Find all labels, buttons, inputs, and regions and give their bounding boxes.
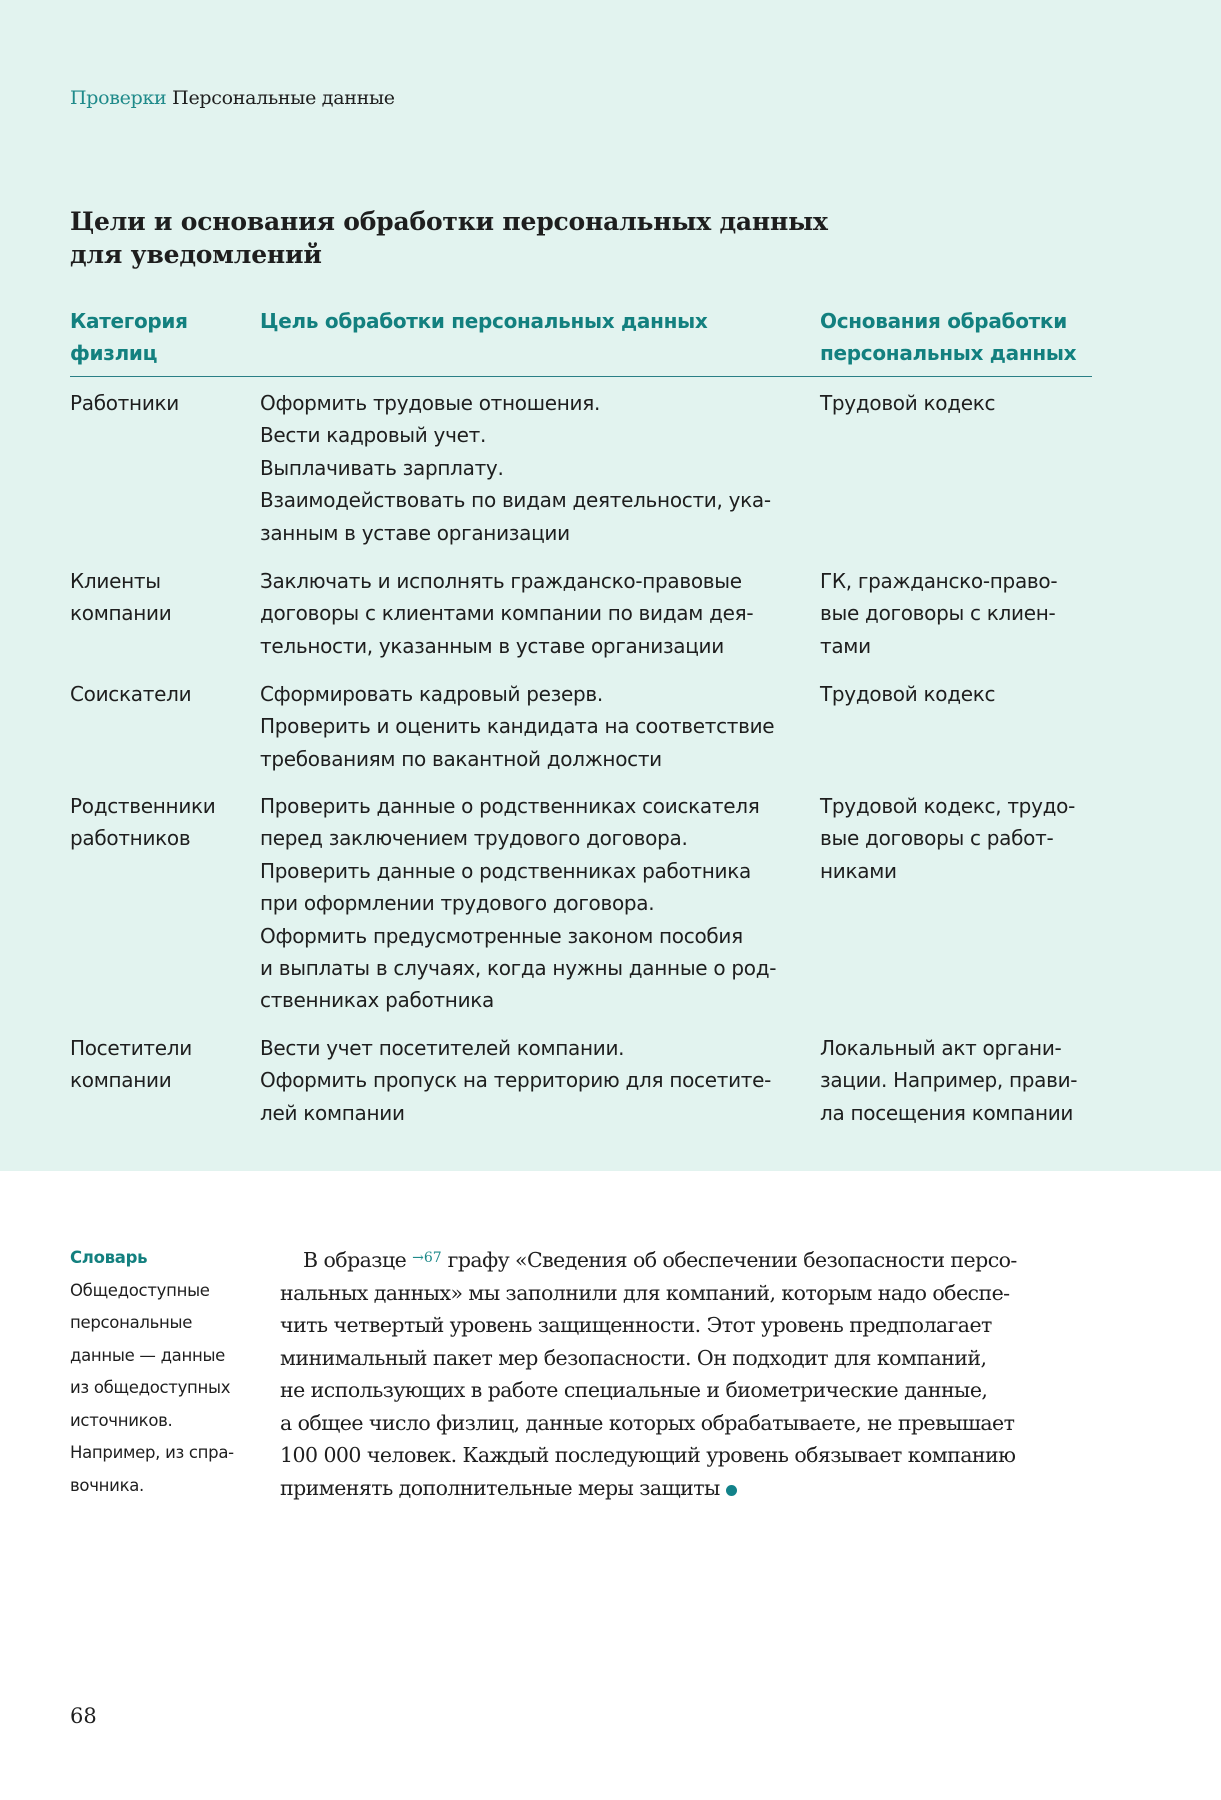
cell-line: Проверить и оценить кандидата на соответствие xyxy=(260,714,775,739)
header-line: физлиц xyxy=(70,341,158,365)
paragraph-line: минимальный пакет мер безопасности. Он подходит для компаний, xyxy=(280,1345,987,1370)
cell-line: Соискатели xyxy=(70,682,192,706)
cell-line: Трудовой кодекс xyxy=(820,682,996,706)
end-marker-icon xyxy=(726,1485,737,1496)
header-line: Категория xyxy=(70,309,188,333)
table-header xyxy=(70,305,1092,377)
cell-purpose xyxy=(260,1032,815,1129)
header-line: Основания обработки xyxy=(820,309,1067,333)
page-reference-link[interactable]: →67 xyxy=(412,1250,442,1266)
cell-line: Вести кадровый учет. xyxy=(260,423,487,448)
breadcrumb xyxy=(70,84,395,112)
cell-purpose xyxy=(260,678,815,775)
cell-line: вые договоры с работ- xyxy=(820,826,1054,851)
header-line: персональных данных xyxy=(820,341,1077,365)
cell-line: тельности, указанным в уставе организации xyxy=(260,633,724,658)
table-title xyxy=(70,205,970,271)
cell-line: Клиенты xyxy=(70,569,161,593)
table-row xyxy=(70,1032,1092,1142)
cell-line: Оформить трудовые отношения. xyxy=(260,391,601,415)
cell-line: компании xyxy=(70,1068,172,1093)
cell-line: лей компании xyxy=(260,1100,405,1125)
cell-line: Взаимодействовать по видам деятельности, ука- xyxy=(260,488,771,513)
cell-basis xyxy=(820,387,1092,419)
cell-line: при оформлении трудового договора. xyxy=(260,891,655,916)
header-category xyxy=(70,305,250,369)
cell-purpose xyxy=(260,790,815,1017)
cell-line: Оформить пропуск на территорию для посетите- xyxy=(260,1068,772,1093)
cell-basis xyxy=(820,678,1092,710)
paragraph-text: В образце xyxy=(303,1248,413,1272)
cell-line: компании xyxy=(70,601,172,626)
table-row xyxy=(70,387,1092,565)
table-title-line: Цели и основания обработки персональных данных xyxy=(70,207,828,236)
paragraph-line xyxy=(280,1472,1100,1505)
table-row xyxy=(70,565,1092,678)
glossary-heading: Словарь xyxy=(70,1248,148,1267)
body-paragraph xyxy=(280,1242,1100,1504)
table-row xyxy=(70,678,1092,790)
cell-line: перед заключением трудового договора. xyxy=(260,826,688,851)
cell-purpose xyxy=(260,387,815,549)
cell-purpose xyxy=(260,565,815,662)
cell-line: никами xyxy=(820,858,897,883)
cell-category xyxy=(70,790,250,855)
cell-line: Проверить данные о родственниках соискателя xyxy=(260,794,760,818)
cell-line: Родственники xyxy=(70,794,216,818)
glossary-line: персональные xyxy=(70,1313,193,1332)
glossary-line: источников. xyxy=(70,1410,173,1430)
cell-line: занным в уставе организации xyxy=(260,520,570,545)
cell-line: работников xyxy=(70,826,191,851)
paragraph-text: применять дополнительные меры защиты xyxy=(280,1475,720,1500)
table-row xyxy=(70,790,1092,1032)
glossary-line: из общедоступных xyxy=(70,1378,231,1397)
glossary-line: данные — данные xyxy=(70,1345,226,1365)
cell-line: Работники xyxy=(70,391,179,415)
cell-line: Выплачивать зарплату. xyxy=(260,455,504,480)
table-title-line: для уведомлений xyxy=(70,240,322,269)
cell-line: Оформить предусмотренные законом пособия xyxy=(260,923,743,948)
purposes-table xyxy=(70,305,1092,1142)
glossary-line: Общедоступные xyxy=(70,1280,210,1300)
cell-line: ла посещения компании xyxy=(820,1100,1074,1125)
cell-line: тами xyxy=(820,633,871,658)
glossary-line: Например, из спра- xyxy=(70,1443,234,1462)
breadcrumb-section[interactable]: Проверки xyxy=(70,87,167,109)
paragraph-line xyxy=(280,1242,1100,1277)
paragraph-line: не использующих в работе специальные и биометрические данные, xyxy=(280,1378,988,1402)
glossary-sidebar xyxy=(70,1242,270,1502)
cell-line: ственниках работника xyxy=(260,988,495,1013)
paragraph-line: 100 000 человек. Каждый последующий уровень обязывает компанию xyxy=(280,1443,1016,1467)
cell-category xyxy=(70,678,250,710)
cell-line: Заключать и исполнять гражданско-правовые xyxy=(260,569,742,593)
cell-category xyxy=(70,387,250,419)
page-number: 68 xyxy=(70,1704,97,1728)
cell-line: Локальный акт органи- xyxy=(820,1036,1062,1060)
breadcrumb-page: Персональные данные xyxy=(172,87,395,109)
header-purpose xyxy=(260,305,815,337)
cell-line: и выплаты в случаях, когда нужны данные о род- xyxy=(260,956,777,981)
cell-line: Проверить данные о родственниках работника xyxy=(260,858,751,883)
glossary-line: вочника. xyxy=(70,1475,145,1495)
cell-line: вые договоры с клиен- xyxy=(820,601,1056,626)
cell-line: договоры с клиентами компании по видам дея- xyxy=(260,601,754,626)
header-line: Цель обработки персональных данных xyxy=(260,309,708,333)
cell-line: Вести учет посетителей компании. xyxy=(260,1036,625,1060)
header-basis xyxy=(820,305,1092,369)
cell-line: Сформировать кадровый резерв. xyxy=(260,682,603,706)
cell-basis xyxy=(820,1032,1092,1129)
paragraph-line: нальных данных» мы заполнили для компаний, которым надо обеспе- xyxy=(280,1280,1010,1305)
cell-category xyxy=(70,1032,250,1097)
paragraph-line: а общее число физлиц, данные которых обрабатываете, не превышает xyxy=(280,1410,1015,1435)
cell-basis xyxy=(820,565,1092,662)
cell-line: Трудовой кодекс xyxy=(820,391,996,415)
paragraph-line: чить четвертый уровень защищенности. Этот уровень предполагает xyxy=(280,1313,992,1337)
cell-line: Посетители xyxy=(70,1036,192,1060)
cell-line: зации. Например, прави- xyxy=(820,1068,1078,1093)
cell-line: ГК, гражданско-право- xyxy=(820,569,1058,593)
paragraph-text: графу «Сведения об обеспечении безопасности персо- xyxy=(441,1248,1017,1272)
cell-line: требованиям по вакантной должности xyxy=(260,746,662,771)
cell-line: Трудовой кодекс, трудо- xyxy=(820,794,1075,818)
cell-category xyxy=(70,565,250,630)
cell-basis xyxy=(820,790,1092,887)
